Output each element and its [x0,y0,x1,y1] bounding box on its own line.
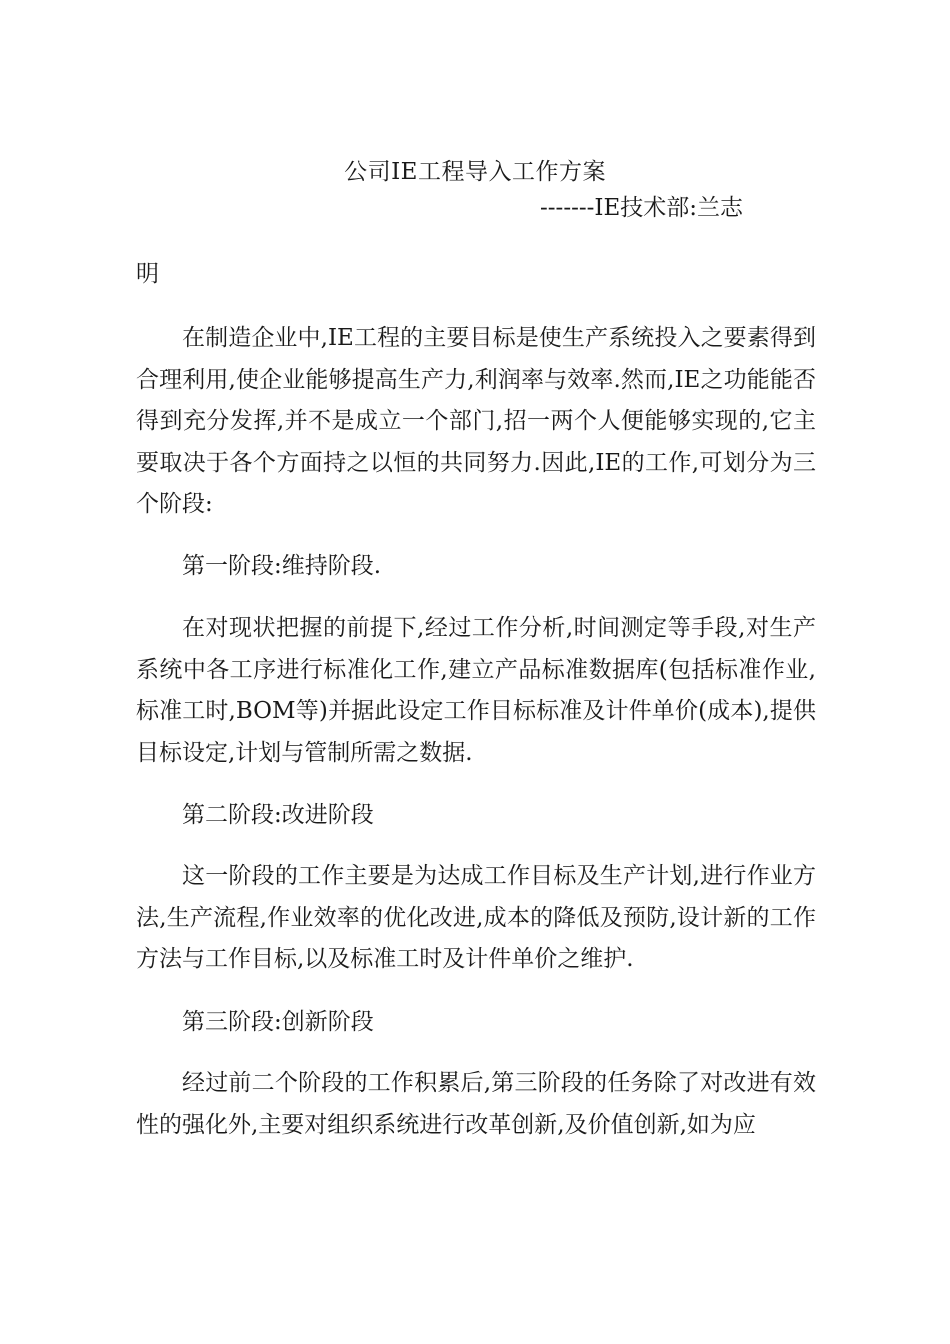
author-byline-continued: 明 [136,261,159,287]
stage3-heading: 第三阶段:创新阶段 [182,1009,374,1035]
stage2-heading: 第二阶段:改进阶段 [182,802,374,828]
stage1-heading: 第一阶段:维持阶段. [182,553,382,579]
stage3-paragraph: 经过前二个阶段的工作积累后,第三阶段的任务除了对改进有效性的强化外,主要对组织系统进行改革创新,及价值创新,如为应 [136,1070,816,1138]
intro-paragraph: 在制造企业中,IE工程的主要目标是使生产系统投入之要素得到合理利用,使企业能够提高生产力,利润率与效率.然而,IE之功能能否得到充分发挥,并不是成立一个部门,招一两个人便能够实现的,它主要取决于各个方面持之以恒的共同努力.因此,IE的工作,可划分为三个阶段: [136,325,816,517]
stage2-paragraph: 这一阶段的工作主要是为达成工作目标及生产计划,进行作业方法,生产流程,作业效率的优化改进,成本的降低及预防,设计新的工作方法与工作目标,以及标准工时及计件单价之维护. [136,863,816,972]
author-byline: -------IE技术部:兰志 [540,195,744,221]
document-title: 公司IE工程导入工作方案 [344,159,606,185]
stage1-paragraph: 在对现状把握的前提下,经过工作分析,时间测定等手段,对生产系统中各工序进行标准化工作,建立产品标准数据库(包括标准作业,标准工时,BOM等)并据此设定工作目标标准及计件单价(成本),提供目标设定,计划与管制所需之数据. [136,615,816,766]
